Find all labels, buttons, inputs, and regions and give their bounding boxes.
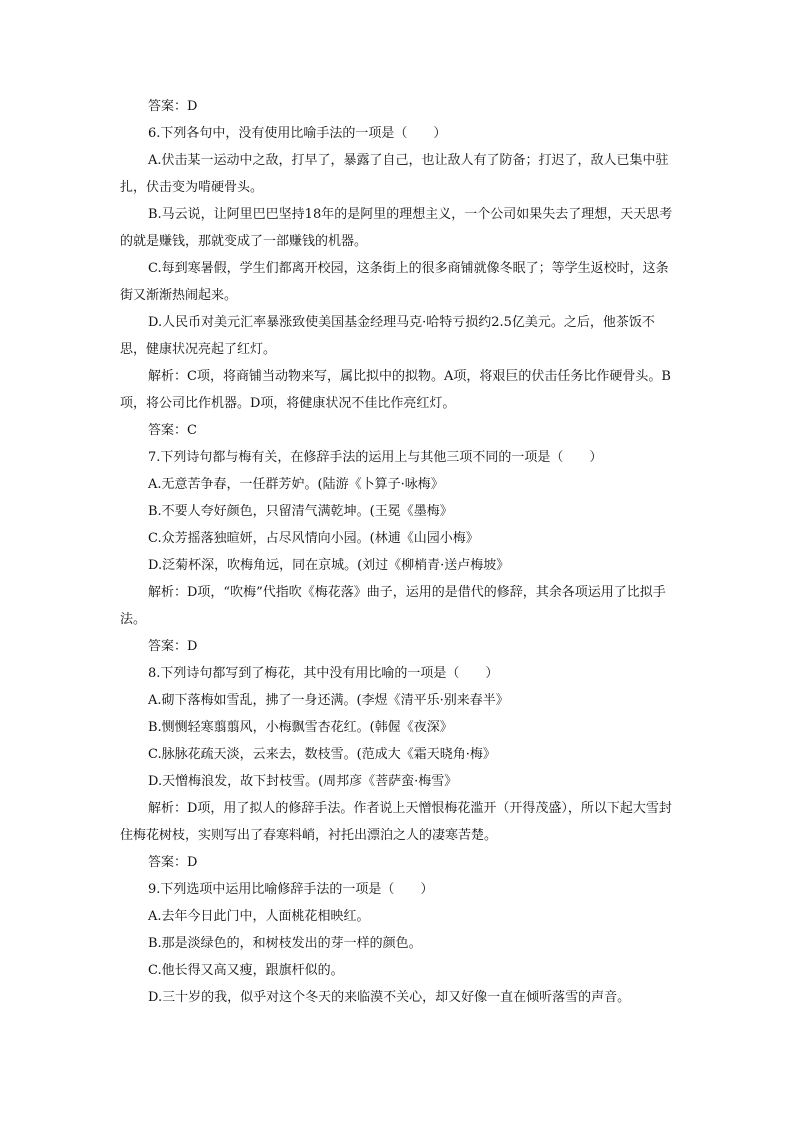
question-6-stem: 6.下列各句中，没有使用比喻手法的一项是（ ） [148,126,447,141]
question-9-stem: 9.下列选项中运用比喻修辞手法的一项是（ ） [148,882,434,897]
question-7-option-a: A.无意苦争春，一任群芳妒。(陆游《卜算子·咏梅》 [148,477,444,492]
question-8-option-a: A.砌下落梅如雪乱，拂了一身还满。(李煜《清平乐·别来春半》 [148,693,509,708]
question-6-option-d: D.人民币对美元汇率暴涨致使美国基金经理马克·哈特亏损约2.5亿美元。之后，他茶饭不思，健康状况亮起了红灯。 [120,315,655,357]
question-6-option-a: A.伏击某一运动中之敌，打早了，暴露了自己，也让敌人有了防备；打迟了，敌人已集中驻扎，伏击变为啃硬骨头。 [120,153,669,195]
question-9-option-d: D.三十岁的我，似乎对这个冬天的来临漠不关心，却又好像一直在倾听落雪的声音。 [148,990,631,1005]
question-6-option-b: B.马云说，让阿里巴巴坚持18年的是阿里的理想主义，一个公司如果失去了理想，天天思考的就是赚钱，那就变成了一部赚钱的机器。 [120,207,673,249]
question-7-option-c: C.众芳摇落独暄妍，占尽风情向小园。(林逋《山园小梅》 [148,531,479,546]
question-9-option-a: A.去年今日此门中，人面桃花相映红。 [148,909,370,924]
question-6-explanation: 解析：C项，将商铺当动物来写，属比拟中的拟物。A项，将艰巨的伏击任务比作硬骨头。B项，将公司比作机器。D项，将健康状况不佳比作亮红灯。 [120,369,671,411]
question-8-explanation: 解析：D项，用了拟人的修辞手法。作者说上天憎恨梅花滥开（开得茂盛），所以下起大雪封住梅花树枝，实则写出了春寒料峭，衬托出漂泊之人的凄寒苦楚。 [120,801,672,843]
question-9-option-c: C.他长得又高又瘦，跟旗杆似的。 [148,963,344,978]
question-7-option-b: B.不要人夸好颜色，只留清气满乾坤。(王冕《墨梅》 [148,504,453,519]
question-8-option-b: B.恻恻轻寒翦翦风，小梅飘雪杏花红。(韩偓《夜深》 [148,720,453,735]
question-6-answer: 答案：C [148,423,197,438]
question-8-option-c: C.脉脉花疏天淡，云来去，数枝雪。(范成大《霜天晓角·梅》 [148,747,496,762]
question-6-option-c: C.每到寒暑假，学生们都离开校园，这条街上的很多商铺就像冬眠了；等学生返校时，这条街又渐渐热闹起来。 [120,261,669,303]
question-7-stem: 7.下列诗句都与梅有关，在修辞手法的运用上与其他三项不同的一项是（ ） [148,450,603,465]
question-7-option-d: D.泛菊杯深，吹梅角远，同在京城。(刘过《柳梢青·送卢梅坡》 [148,558,510,573]
question-8-option-d: D.天憎梅浪发，故下封枝雪。(周邦彦《菩萨蛮·梅雪》 [148,774,458,789]
question-7-answer: 答案：D [148,639,198,654]
question-9-option-b: B.那是淡绿色的，和树枝发出的芽一样的颜色。 [148,936,422,951]
answer-line: 答案：D [148,99,198,114]
question-8-answer: 答案：D [148,855,198,870]
question-7-explanation: 解析：D项，“吹梅”代指吹《梅花落》曲子，运用的是借代的修辞，其余各项运用了比拟手法。 [120,585,666,627]
document-body [120,93,680,1011]
question-8-stem: 8.下列诗句都写到了梅花，其中没有用比喻的一项是（ ） [148,666,499,681]
